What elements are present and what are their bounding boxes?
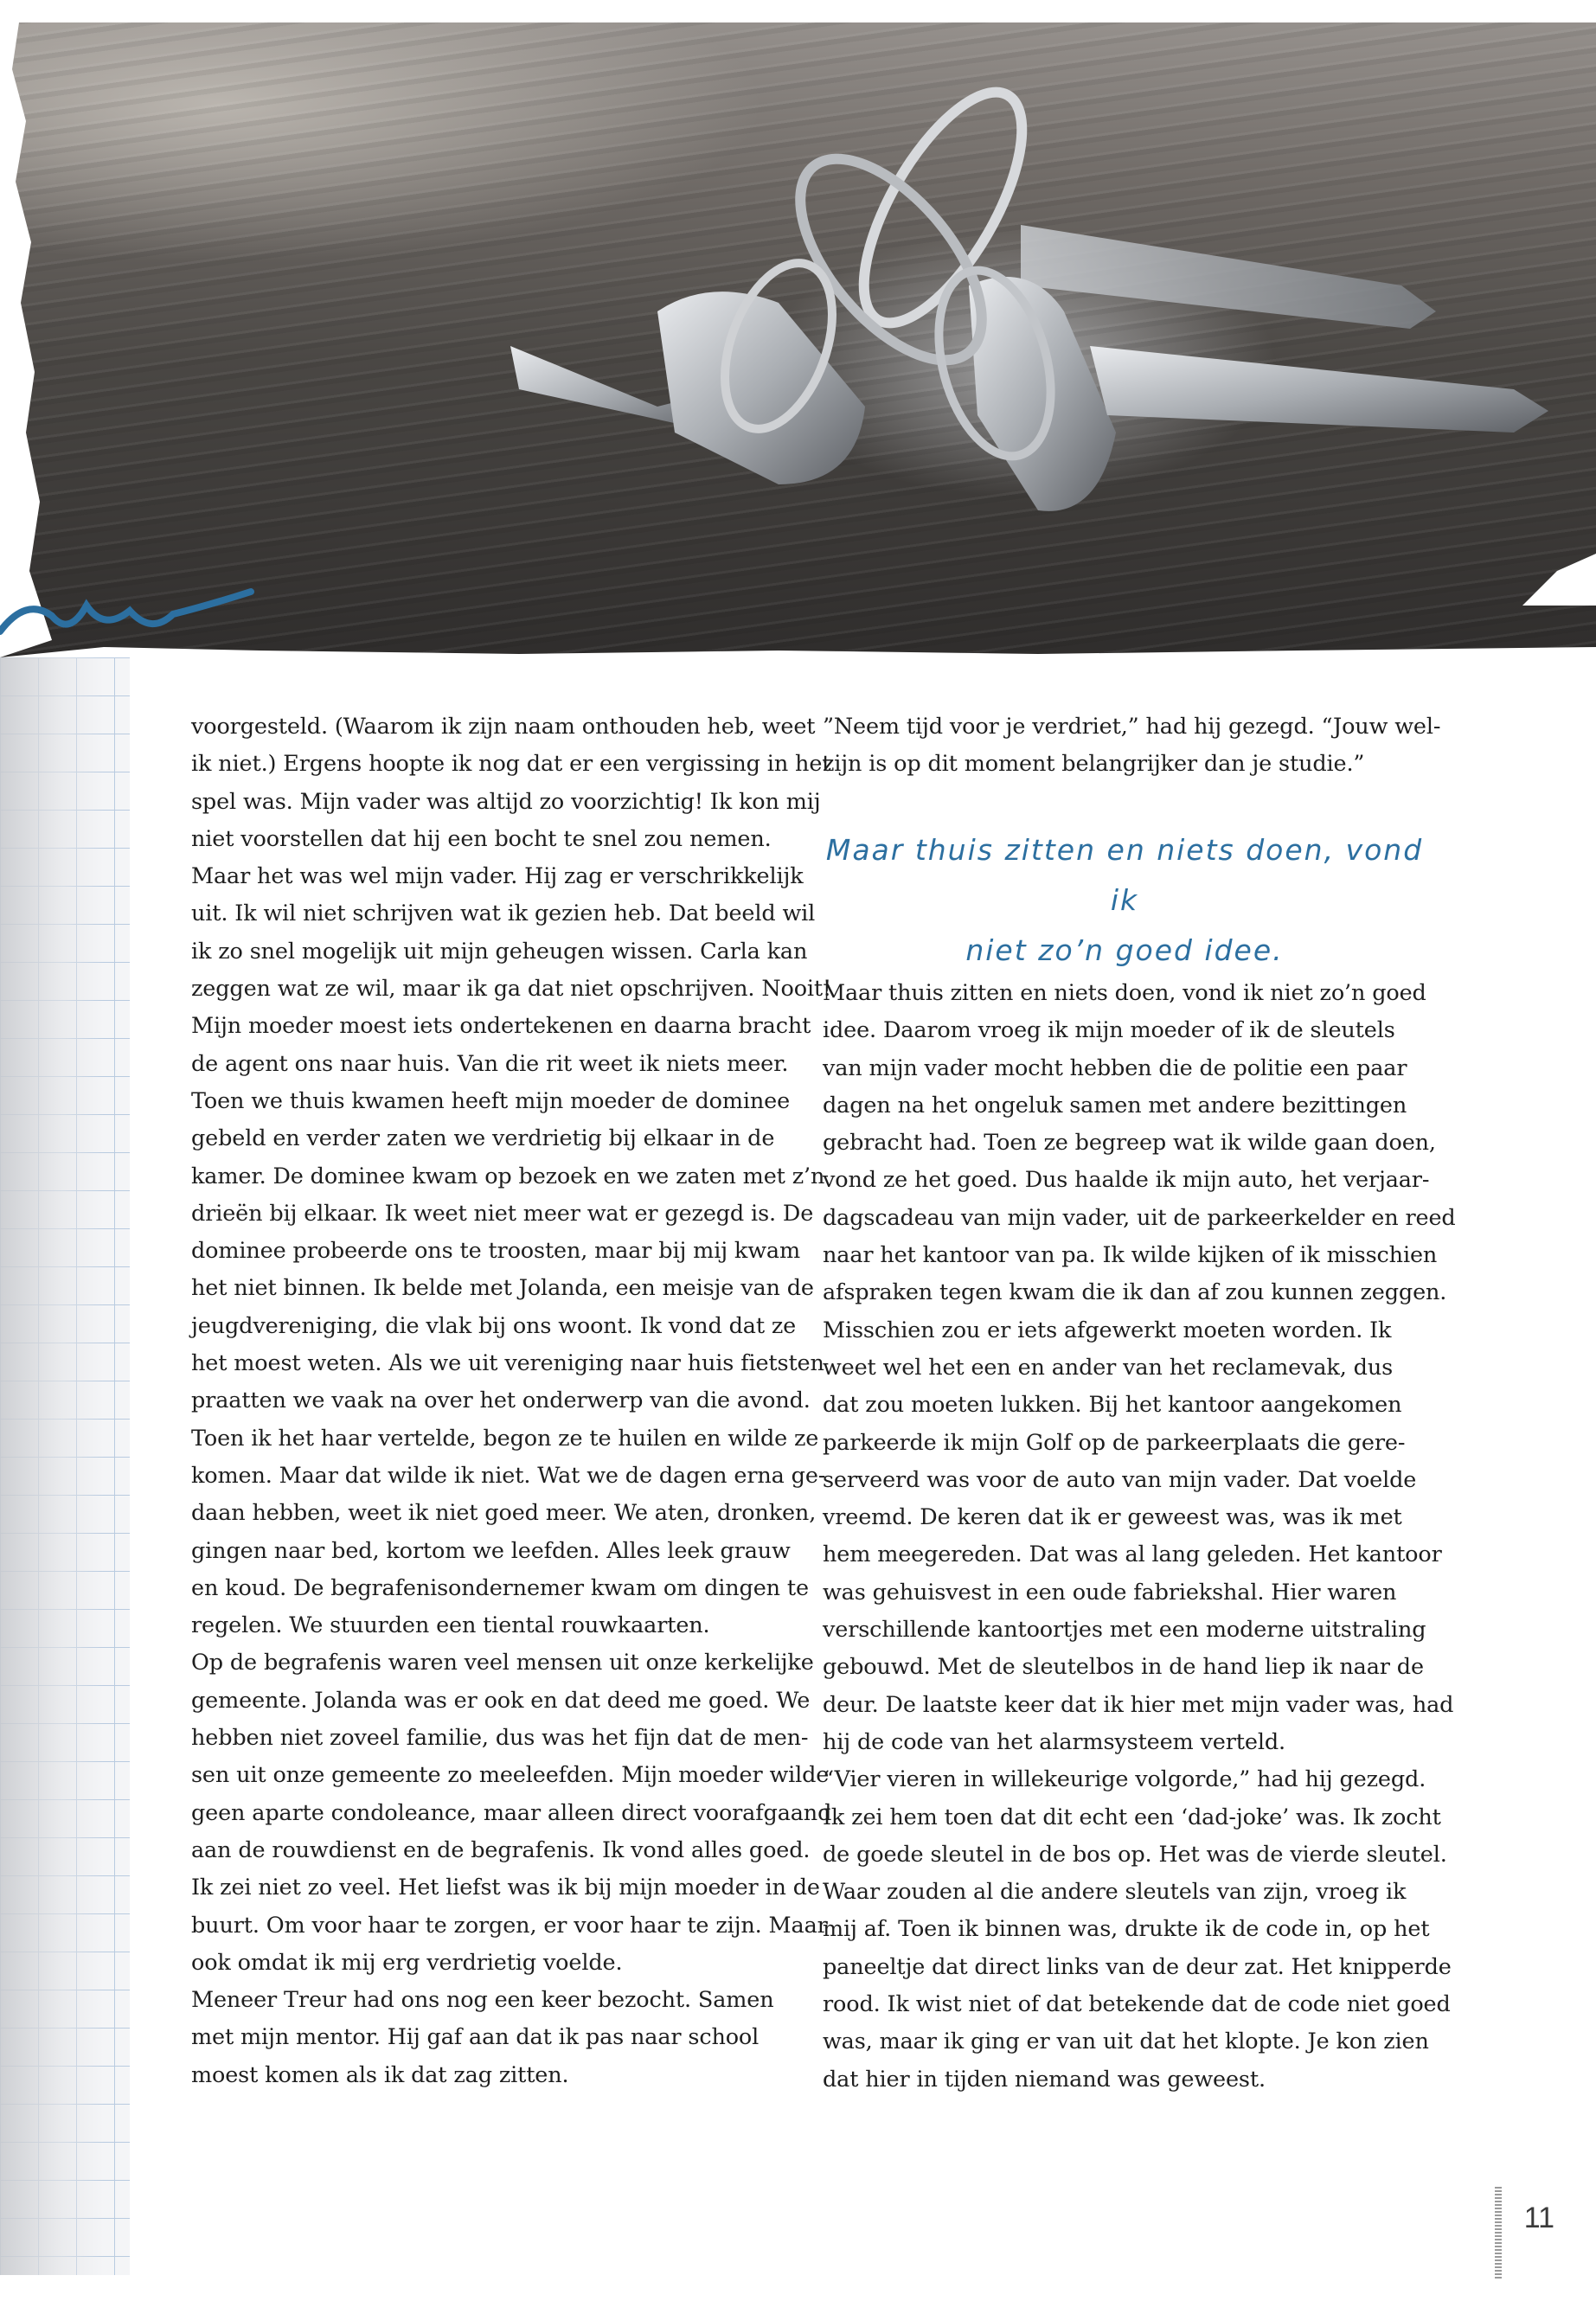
text-line: gebouwd. Met de sleutelbos in de hand liep ik naar de — [823, 1654, 1424, 1681]
text-line: dagen na het ongeluk samen met andere bezittingen — [823, 1092, 1407, 1118]
text-line: gebeld en verder zaten we verdrietig bij elkaar in de — [191, 1125, 775, 1152]
text-line: Maar het was wel mijn vader. Hij zag er verschrikkelijk — [191, 863, 804, 890]
text-line: de goede sleutel in de bos op. Het was de vierde sleutel. — [823, 1841, 1447, 1868]
text-line: moest komen als ik dat zag zitten. — [191, 2061, 569, 2088]
text-line: voorgesteld. (Waarom ik zijn naam onthouden heb, weet — [191, 714, 816, 740]
text-line: was gehuisvest in een oude fabriekshal. Hier waren — [823, 1579, 1397, 1606]
text-line: ook omdat ik mij erg verdrietig voelde. — [191, 1949, 623, 1976]
text-line: afspraken tegen kwam die ik dan af zou kunnen zeggen. — [823, 1279, 1447, 1306]
pull-quote-line: Maar thuis zitten en niets doen, vond ik — [825, 833, 1424, 917]
text-line: idee. Daarom vroeg ik mijn moeder of ik de sleutels — [823, 1017, 1395, 1044]
text-line: ”Neem tijd voor je verdriet,” had hij gezegd. “Jouw wel- — [823, 714, 1441, 740]
left-column — [191, 708, 832, 2094]
text-line: serveerd was voor de auto van mijn vader. Dat voelde — [823, 1466, 1417, 1493]
text-line: buurt. Om voor haar te zorgen, er voor haar te zijn. Maar — [191, 1912, 828, 1939]
pull-quote — [822, 825, 1427, 976]
text-line: zijn is op dit moment belangrijker dan je studie.” — [823, 751, 1365, 778]
crumpled-paper-edge — [0, 657, 104, 2275]
text-line: het niet binnen. Ik belde met Jolanda, een meisje van de — [191, 1275, 814, 1302]
text-line: hij de code van het alarmsysteem verteld. — [823, 1728, 1285, 1755]
text-line: het moest weten. Als we uit vereniging naar huis fietsten — [191, 1350, 824, 1377]
text-line: dominee probeerde ons te troosten, maar bij mij kwam — [191, 1238, 800, 1265]
text-line: Maar thuis zitten en niets doen, vond ik niet zo’n goed — [823, 980, 1426, 1006]
text-line: parkeerde ik mijn Golf op de parkeerplaats die gere- — [823, 1429, 1406, 1456]
right-column-top — [823, 708, 1441, 784]
text-line: dat zou moeten lukken. Bij het kantoor aangekomen — [823, 1392, 1402, 1419]
text-line: dat hier in tijden niemand was geweest. — [823, 2066, 1266, 2093]
text-line: kamer. De dominee kwam op bezoek en we zaten met z’n — [191, 1163, 825, 1189]
text-line: gingen naar bed, kortom we leefden. Alles leek grauw — [191, 1537, 791, 1564]
text-line: praatten we vaak na over het onderwerp van die avond. — [191, 1388, 811, 1414]
page-number-rule — [1495, 2187, 1502, 2279]
text-line: drieën bij elkaar. Ik weet niet meer wat er gezegd is. De — [191, 1200, 814, 1227]
text-line: Misschien zou er iets afgewerkt moeten worden. Ik — [823, 1317, 1392, 1343]
text-line: weet wel het een en ander van het reclamevak, dus — [823, 1354, 1394, 1381]
text-line: komen. Maar dat wilde ik niet. Wat we de dagen erna ge- — [191, 1462, 826, 1489]
text-line: Ik zei hem toen dat dit echt een ‘dad-joke’ was. Ik zocht — [823, 1804, 1441, 1830]
text-line: rood. Ik wist niet of dat betekende dat de code niet goed — [823, 1991, 1451, 2018]
text-line: spel was. Mijn vader was altijd zo voorzichtig! Ik kon mij — [191, 788, 821, 815]
text-line: hebben niet zoveel familie, dus was het fijn dat de men- — [191, 1725, 809, 1752]
text-line: Toen we thuis kwamen heeft mijn moeder de dominee — [191, 1087, 791, 1114]
text-line: regelen. We stuurden een tiental rouwkaarten. — [191, 1612, 710, 1639]
text-line: en koud. De begrafenisondernemer kwam om dingen te — [191, 1574, 809, 1601]
text-line: van mijn vader mocht hebben die de politie een paar — [823, 1054, 1407, 1081]
right-column — [823, 975, 1456, 2099]
text-line: Mijn moeder moest iets ondertekenen en daarna bracht — [191, 1013, 811, 1040]
text-line: jeugdvereniging, die vlak bij ons woont. Ik vond dat ze — [191, 1312, 797, 1339]
text-line: verschillende kantoortjes met een moderne uitstraling — [823, 1617, 1426, 1644]
text-line: mij af. Toen ik binnen was, drukte ik de code in, op het — [823, 1916, 1430, 1943]
text-line: zeggen wat ze wil, maar ik ga dat niet opschrijven. Nooit! — [191, 976, 832, 1003]
text-line: paneeltje dat direct links van de deur zat. Het knipperde — [823, 1953, 1452, 1980]
text-line: sen uit onze gemeente zo meeleefden. Mijn moeder wilde — [191, 1762, 830, 1789]
text-line: vreemd. De keren dat ik er geweest was, was ik met — [823, 1504, 1402, 1531]
text-line: vond ze het goed. Dus haalde ik mijn auto, het verjaar- — [823, 1167, 1430, 1194]
text-line: Toen ik het haar vertelde, begon ze te huilen en wilde ze — [191, 1425, 819, 1452]
text-line: niet voorstellen dat hij een bocht te snel zou nemen. — [191, 825, 772, 852]
text-line: uit. Ik wil niet schrijven wat ik gezien heb. Dat beeld wil — [191, 901, 816, 927]
text-line: met mijn mentor. Hij gaf aan dat ik pas naar school — [191, 2024, 760, 2051]
text-line: dagscadeau van mijn vader, uit de parkeerkelder en reed — [823, 1204, 1456, 1231]
text-line: gebracht had. Toen ze begreep wat ik wilde gaan doen, — [823, 1130, 1436, 1157]
text-line: gemeente. Jolanda was er ook en dat deed me goed. We — [191, 1687, 811, 1714]
text-line: Meneer Treur had ons nog een keer bezocht. Samen — [191, 1987, 774, 2014]
pull-quote-line: niet zo’n goed idee. — [965, 933, 1284, 967]
text-line: ik zo snel mogelijk uit mijn geheugen wissen. Carla kan — [191, 938, 808, 965]
text-line: Op de begrafenis waren veel mensen uit onze kerkelijke — [191, 1650, 814, 1676]
text-line: Ik zei niet zo veel. Het liefst was ik bij mijn moeder in de — [191, 1875, 820, 1901]
text-line: hem meegereden. Dat was al lang geleden. Het kantoor — [823, 1541, 1442, 1568]
text-line: aan de rouwdienst en de begrafenis. Ik vond alles goed. — [191, 1836, 811, 1863]
text-line: geen aparte condoleance, maar alleen direct voorafgaand — [191, 1799, 832, 1826]
text-line: deur. De laatste keer dat ik hier met mijn vader was, had — [823, 1691, 1454, 1718]
text-line: de agent ons naar huis. Van die rit weet ik niets meer. — [191, 1050, 789, 1077]
page-number: 11 — [1523, 2202, 1554, 2234]
text-line: ik niet.) Ergens hoopte ik nog dat er een vergissing in het — [191, 751, 831, 778]
text-line: naar het kantoor van pa. Ik wilde kijken of ik misschien — [823, 1242, 1438, 1269]
text-line: was, maar ik ging er van uit dat het klopte. Je kon zien — [823, 2029, 1429, 2055]
text-line: daan hebben, weet ik niet goed meer. We aten, dronken, — [191, 1500, 817, 1527]
text-line: “Vier vieren in willekeurige volgorde,” had hij gezegd. — [823, 1766, 1426, 1793]
text-line: Waar zouden al die andere sleutels van zijn, vroeg ik — [823, 1879, 1407, 1906]
